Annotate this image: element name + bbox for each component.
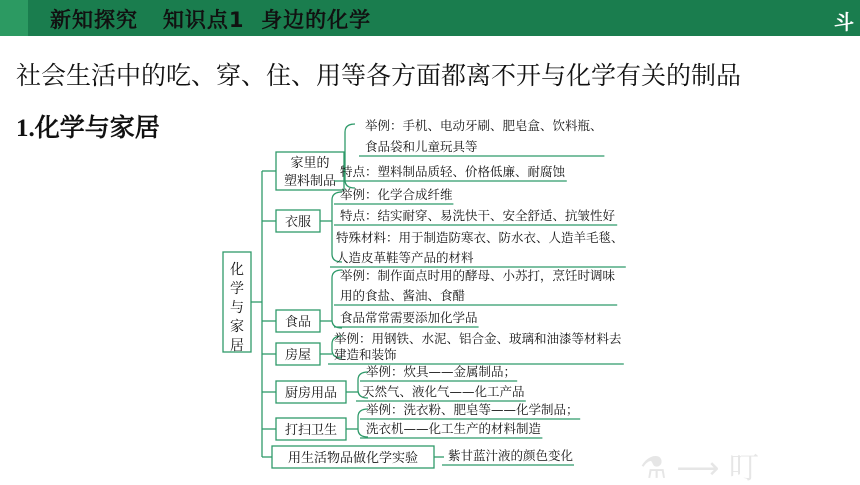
- mindmap-branch: [262, 402, 580, 440]
- detail-text: 建造和装饰: [334, 347, 397, 362]
- detail-text: 特殊材料：用于制造防寒衣、防水衣、人造羊毛毯、: [336, 230, 624, 245]
- detail-text: 用的食盐、酱油、食醋: [340, 288, 466, 303]
- mindmap-root-char: 家: [230, 319, 244, 335]
- section-title: 化学与家居: [34, 113, 160, 142]
- mindmap-branch: [262, 187, 626, 267]
- mindmap-branch: [262, 268, 617, 332]
- detail-text: 举例：制作面点时用的酵母、小苏打，烹饪时调味: [340, 268, 616, 283]
- branch-label: 厨房用品: [284, 386, 338, 401]
- detail-text: 人造皮革鞋等产品的材料: [336, 250, 474, 265]
- mindmap-root-char: 居: [230, 338, 244, 354]
- detail-text: 食品袋和儿童玩具等: [365, 139, 478, 154]
- mindmap-branch: [262, 364, 526, 403]
- branch-label: 打扫卫生: [284, 423, 338, 438]
- page-title: 新知探究 知识点1 身边的化学: [50, 8, 372, 32]
- mindmap-root-char: 学: [230, 281, 244, 297]
- detail-text: 食品常常需要添加化学品: [340, 310, 478, 325]
- mindmap-branches: [262, 118, 626, 468]
- section-number: 1.: [16, 115, 35, 142]
- detail-text: 举例：化学合成纤维: [340, 187, 453, 202]
- mindmap-root-char: 与: [230, 300, 244, 316]
- detail-text: 紫甘蓝汁液的颜色变化: [448, 448, 574, 463]
- mindmap-root-char: 化: [230, 262, 244, 278]
- detail-text: 特点：结实耐穿、易洗快干、安全舒适、抗皱性好: [340, 208, 616, 223]
- branch-label: 塑料制品: [283, 174, 337, 189]
- branch-label: 家里的: [290, 156, 330, 171]
- detail-text: 举例：洗衣粉、肥皂等——化学制品；: [366, 402, 579, 417]
- mindmap-branch: [262, 331, 624, 365]
- detail-text: 特点：塑料制品质轻、价格低廉、耐腐蚀: [340, 164, 566, 179]
- branch-label: 衣服: [284, 215, 312, 230]
- watermark: ⚗ ⟶ 叮: [640, 451, 759, 485]
- intro-sentence: 社会生活中的吃、穿、住、用等各方面都离不开与化学有关的制品: [16, 61, 742, 90]
- detail-text: 洗衣机——化工生产的材料制造: [366, 421, 542, 436]
- detail-text: 举例：手机、电动牙刷、肥皂盒、饮料瓶、: [365, 118, 603, 133]
- branch-label: 房屋: [284, 348, 312, 363]
- detail-text: 举例：用钢铁、水泥、铝合金、玻璃和油漆等材料去: [334, 331, 622, 346]
- mindmap-branch: [262, 446, 574, 468]
- brand-logo: 斗: [834, 10, 854, 34]
- mindmap-branch: [262, 118, 604, 190]
- branch-label: 用生活物品做化学实验: [287, 451, 419, 466]
- detail-text: 天然气、液化气——化工产品: [362, 384, 525, 399]
- mindmap-root-label: [230, 262, 244, 354]
- detail-text: 举例：炊具——金属制品；: [366, 364, 517, 379]
- branch-label: 食品: [284, 315, 312, 330]
